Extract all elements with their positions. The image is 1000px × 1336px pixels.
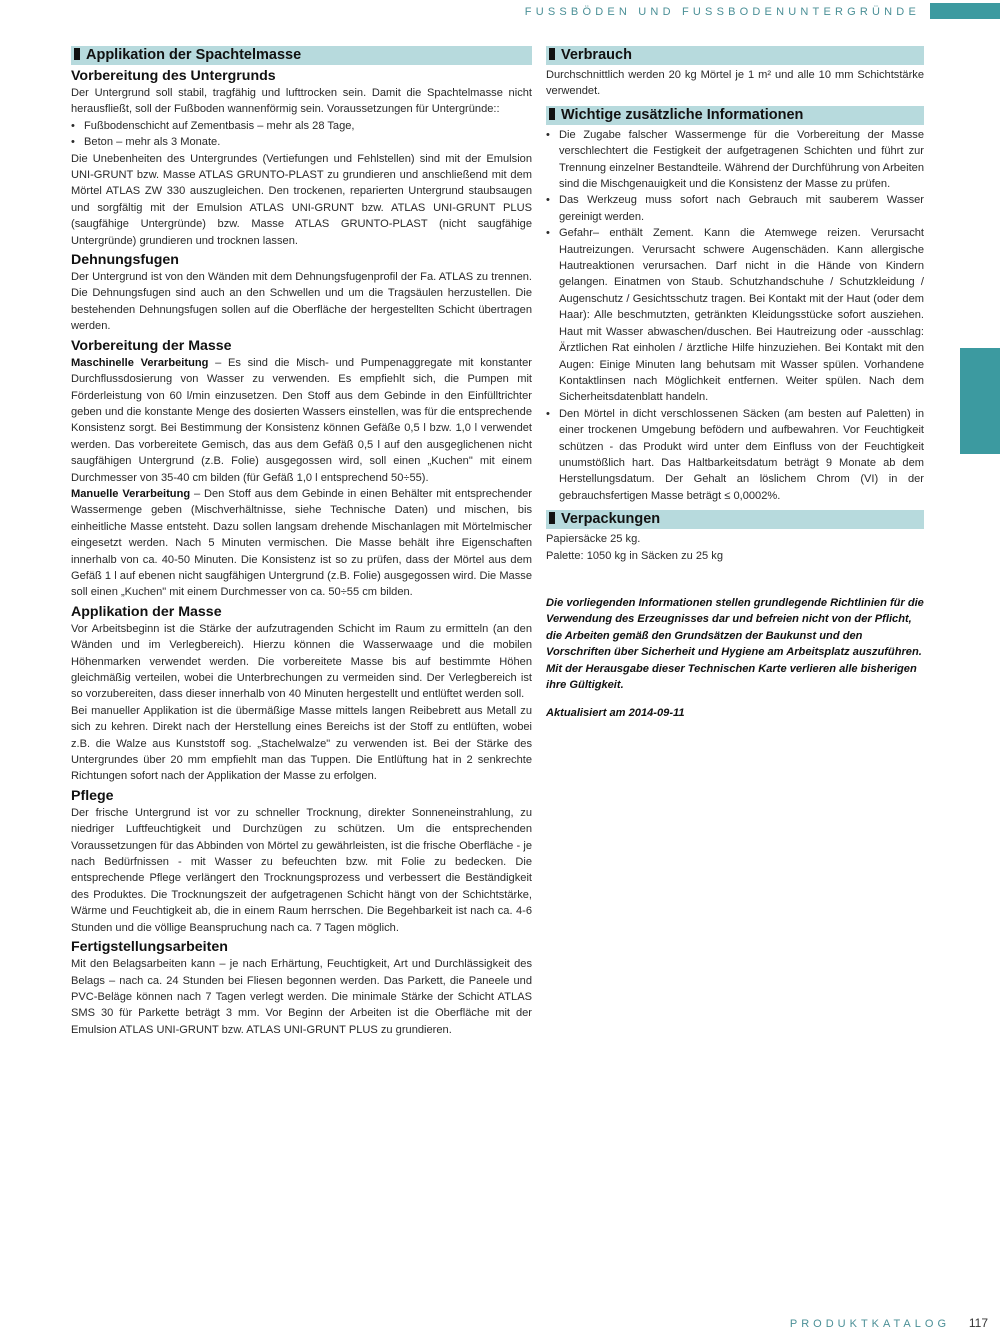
- right-column: [546, 46, 924, 732]
- chapter-tab: [960, 348, 1000, 454]
- paragraph-machine: Maschinelle Verarbeitung – Es sind die Misch- und Pumpenaggregate mit konstanter Durchflussdosierung von Wasser zu verwenden. Es empfiehlt sich, die Pumpen mit Förderleistung von 60 l/min einzusetzen. Den Stoff aus dem Gebinde in den Einfülltrichter geben und die konstante Menge des dosierten Wassers einstellen, was für die entsprechende Konsistenz sorgt. Bei Bestimmung der Konsistenz können Gefäße 0,5 l bzw. 1,0 l verwendet werden. Das vorbereitete Gemisch, das aus dem Gefäß 0,5 l auf den ausgeglichenen nicht saugfähigen Untergrund (z.B. Folie) ausgegossen wird, soll einen „Kuchen" mit einem Durchmesser von 35-40 cm bilden (für Gefäß 1,0 l entsprechend 50÷55).: [71, 356, 532, 484]
- updated-date: Aktualisiert am 2014-09-11: [546, 706, 685, 719]
- page-number: 117: [968, 1316, 988, 1330]
- list-item: • Das Werkzeug muss sofort nach Gebrauch mit sauberem Wasser gereinigt werden.: [546, 192, 924, 225]
- section-heading-info: Wichtige zusätzliche Informationen: [546, 106, 924, 125]
- square-bullet-icon: [549, 108, 555, 120]
- footer-catalog: PRODUKTKATALOG: [789, 1318, 950, 1330]
- paragraph: Der Untergrund ist von den Wänden mit dem Dehnungsfugenprofil der Fa. ATLAS zu trennen. Die Dehnungsfugen sind auch an den Schwellen und um die Tragsäulen herzustellen. Die bestehenden Dehnungsfugen sollen auf die Oberfläche der hergestellten Schicht übertragen werden.: [71, 271, 532, 333]
- paragraph: Durchschnittlich werden 20 kg Mörtel je 1 m² und alle 10 mm Schichtstärke verwendet.: [546, 69, 924, 98]
- square-bullet-icon: [74, 48, 80, 60]
- header-accent-bar: [930, 3, 1000, 19]
- section-heading-application: Applikation der Spachtelmasse: [71, 46, 532, 65]
- paragraph: Bei manueller Applikation ist die übermäßige Masse mittels langen Reibebrett aus Metall zu sich zu kehren. Direkt nach der Herstellung eines Bereichs ist der Stoff zu entlüften, wobei z.B. die Walze aus Kunststoff sog. „Stachelwalze" zu verwenden ist. Bei der Stärke des Untergrundes über 20 mm empfiehlt man das Tuppen. Die Entlüftung hat in 2 senkrechte Richtungen sofort nach der Applikation der Masse zu erfolgen.: [71, 704, 532, 783]
- list-item: • Beton – mehr als 3 Monate.: [71, 134, 532, 150]
- subheading-care: Pflege: [71, 787, 114, 804]
- subheading-application: Applikation der Masse: [71, 603, 222, 620]
- subheading-prep-mass: Vorbereitung der Masse: [71, 337, 232, 354]
- list-item: • Gefahr– enthält Zement. Kann die Atemwege reizen. Verursacht Hautreizungen. Verursacht schwere Augenschäden. Kann allergische Hautreaktionen verursachen. Darf nicht in die Hände von Kindern gelangen. Einatmen von Staub. Schutzhandschuhe / Schutzkleidung / Augenschutz / Gesichtsschutz tragen. Bei Kontakt mit der Haut (oder dem Haar): Alle beschmutzten, getränkten Kleidungsstücke sofort ausziehen. Haut mit Wasser abwaschen/duschen. Bei Hautreizung oder -ausschlag: Ärztlichen Rat einholen / ärztliche Hilfe hinzuziehen. Bei Kontakt mit den Augen: Einige Minuten lang behutsam mit Wasser spülen. Vorhandene Kontaktlinsen nach Möglichkeit entfernen. Weiter spülen. Nach dem Sicherheitsdatenblatt handeln.: [546, 225, 924, 405]
- paragraph: Der frische Untergrund ist vor zu schneller Trocknung, direkter Sonneneinstrahlung, zu niedriger Luftfeuchtigkeit und Durchzügen zu schützen. Um die entsprechenden Voraussetzungen für das Abbinden von Mörtel zu gewährleisten, ist die frische Oberfläche - je nach Bedürfnissen - mit Wasser zu befeuchten bzw. mit Folie zu bedecken. Die entsprechende Pflege verlängert den Trocknungsprozess und verbessert die Beständigkeit des Produktes. Die Trocknungszeit der aufgetragenen Schicht hängt von der Schichtstärke, Wärme und Feuchtigkeit ab, die in einem Raum herrschen. Die Begehbarkeit ist nach ca. 4-6 Stunden und die völlige Beanspruchung nach ca. 7 Tagen möglich.: [71, 806, 532, 934]
- running-header: FUSSBÖDEN UND FUSSBODENUNTERGRÜNDE: [524, 6, 920, 18]
- paragraph: Die Unebenheiten des Untergrundes (Vertiefungen und Fehlstellen) sind mit der Emulsion UNI-GRUNT bzw. Masse ATLAS GRUNTO-PLAST zu grundieren und anschließend mit dem Mörtel ATLAS ZW 330 auszugleichen. Den trockenen, reparierten Untergrund staubsaugen und sorgfältig mit der Emulsion ATLAS UNI-GRUNT bzw. ATLAS UNI-GRUNT PLUS (saugfähige Untergründe) bzw. Masse ATLAS GRUNTO-PLAST (nicht saugfähige Untergründe) grundieren und trocknen lassen.: [71, 152, 532, 247]
- paragraph-manual: Manuelle Verarbeitung – Den Stoff aus dem Gebinde in einen Behälter mit entsprechender Wassermenge geben (Mischverhältnisse, siehe Technische Daten) und mischen, bis einheitliche Masse entsteht. Dazu sollen langsam drehende Mischanlagen mit Mörtelmischer eingesetzt werden. Nach 5 Minuten vermischen. Die Masse behält ihre Eigenschaften innerhalb von ca. 40-50 Minuten. Die Konsistenz ist so zu prüfen, dass der Mörtel aus dem Gefäß 1 l auf ebenen nicht saugfähigen Untergrund (z.B. Folie) ausgegossen wird. Die Masse soll einen „Kuchen" mit einem Durchmesser von ca. 50÷55 cm bilden.: [71, 487, 532, 599]
- lead-manual: Manuelle Verarbeitung: [71, 487, 191, 500]
- square-bullet-icon: [549, 48, 555, 60]
- left-column: [71, 46, 532, 1038]
- list-item: • Die Zugabe falscher Wassermenge für die Vorbereitung der Masse verschlechtert die Festigkeit der aufgetragenen Schichten und führt zur Trennung einzelner Bestandteile. Während der Durchführung von Arbeiten sind die Mischgenauigkeit und die Konsistenz der Masse zu prüfen.: [546, 127, 924, 193]
- legal-notice: Die vorliegenden Informationen stellen grundlegende Richtlinien für die Verwendung des Erzeugnisses dar und befreien nicht von der Pflicht, die Arbeiten gemäß den Grundsätzen der Baukunst und den Vorschriften über Sicherheit und Hygiene am Arbeitsplatz auszuführen. Mit der Herausgabe dieser Technischen Karte verlieren alle bisherigen ihre Gültigkeit.: [546, 597, 924, 692]
- paragraph: Mit den Belagsarbeiten kann – je nach Erhärtung, Feuchtigkeit, Art und Durchlässigkeit des Belags – nach ca. 24 Stunden bei Fliesen begonnen werden. Das Parkett, die Paneele und PVC-Beläge können nach 7 Tagen verlegt werden. Die minimale Stärke der Schicht ATLAS SMS 30 für Parkette beträgt 3 mm. Vor Beginn der Arbeiten ist die Oberfläche mit der Emulsion ATLAS UNI-GRUNT bzw. ATLAS UNI-GRUNT PLUS zu grundieren.: [71, 958, 532, 1036]
- list-item: • Fußbodenschicht auf Zementbasis – mehr als 28 Tage,: [71, 118, 532, 134]
- subheading-prep-surface: Vorbereitung des Untergrunds: [71, 68, 276, 84]
- section-heading-packaging: Verpackungen: [546, 510, 924, 529]
- paragraph: Vor Arbeitsbeginn ist die Stärke der aufzutragenden Schicht im Raum zu ermitteln (an den Wänden und im Verlegbereich). Hierzu können die Wasserwaage und die mobilen Höhenmarken verwendet werden. Die vorbereitete Masse bis auf bestimmte Höhen gleichmäßig verteilen, wobei die Unterbrechungen zu vermeiden sind. Der Verlegbereich ist so vorzubereiten, dass dieser innerhalb von 40 Minuten hergestellt und entlüftet werden soll.: [71, 622, 532, 701]
- section-heading-consumption: Verbrauch: [546, 46, 924, 65]
- lead-machine: Maschinelle Verarbeitung: [71, 356, 209, 369]
- packaging-line: Palette: 1050 kg in Säcken zu 25 kg: [546, 549, 724, 562]
- paragraph: Der Untergrund soll stabil, tragfähig und lufttrocken sein. Damit die Spachtelmasse nicht herausfließt, soll der Fußboden wannenförmig sein. Voraussetzungen für Untergründe::: [71, 87, 532, 116]
- square-bullet-icon: [549, 512, 555, 524]
- packaging-line: Papiersäcke 25 kg.: [546, 533, 641, 546]
- subheading-joints: Dehnungsfugen: [71, 252, 179, 269]
- list-item: • Den Mörtel in dicht verschlossenen Säcken (am besten auf Paletten) in einer trockenen Umgebung befödern und aufbewahren. Vor Feuchtigkeit schützen - das Produkt wird unter dem Einfluss von der Feuchtigkeit unumstößlich hart. Das Haltbarkeitsdatum beträgt 9 Monate ab dem Herstellungsdatum. Der Gehalt an löslichem Chrom (VI) in der gebrauchsfertigen Masse beträgt ≤ 0,0002%.: [546, 406, 924, 504]
- subheading-finishing: Fertigstellungsarbeiten: [71, 939, 228, 956]
